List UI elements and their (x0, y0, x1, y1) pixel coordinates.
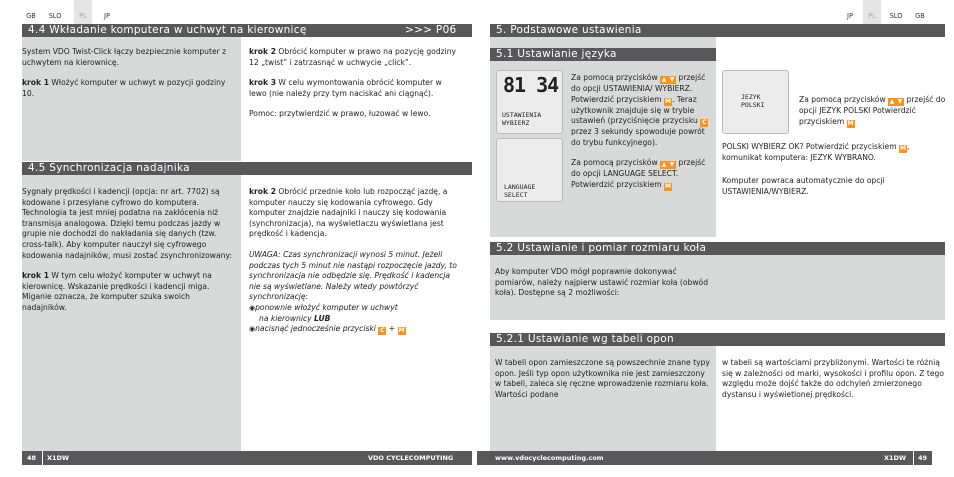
step-1-paragraph (22, 271, 234, 313)
text: przejść do opcji USTAWIENIA/ WYBIERZ. Potwierdzić przyciskiem (571, 73, 706, 104)
polish-confirm (722, 142, 947, 164)
lcd-numbers: 81 34 (503, 73, 559, 97)
step-1-paragraph (22, 78, 232, 99)
step-text: Włożyć komputer w uchwyt w pozycji godziny 10. (22, 78, 226, 98)
intro-paragraph: System VDO Twist-Click łączy bezpiecznie komputer z uchwytem na kierownicę. (22, 47, 227, 67)
section-4-4-title: 4.4 Wkładanie komputera w uchwyt na kierownicę (28, 24, 307, 36)
step-3-paragraph (249, 78, 459, 99)
text: przejść do opcji JEZYK POLSKI Potwierdzić przyciskiem (799, 95, 946, 126)
step-2-paragraph (249, 187, 464, 240)
model-name: X1DW (47, 454, 70, 462)
text: Za pomocą przycisków (799, 95, 889, 104)
lang-tab-pl[interactable]: PL (74, 0, 92, 24)
help-paragraph: Pomoc: przytwierdzić w prawo, łuzować w lewo. (249, 109, 431, 119)
page-number: 48 (27, 454, 37, 462)
up-button-icon: ▲ (661, 76, 667, 83)
lcd-language-text: LANGUAGE SELECT (504, 183, 536, 199)
step-label: krok 1 (22, 271, 49, 281)
text: POLSKI WYBIERZ OK? Potwierdzić przyciskiem (722, 142, 899, 151)
down-button-icon: ▼ (669, 161, 675, 169)
or-label: LUB (314, 313, 331, 323)
lcd-display-language (496, 138, 563, 202)
text: . Teraz użytkownik znajduje się w trybie ustawień (przyciśnięcie przycisku (571, 94, 701, 126)
lcd-display-polish (722, 70, 789, 134)
plus-sign: + (388, 324, 396, 334)
section-5-2-1-header (490, 333, 945, 346)
step-text: W celu wymontowania obrócić komputer w lewo (nie należy przy tym naciskać ani ciągnąć). (249, 78, 442, 98)
intro-paragraph: Sygnały prędkości i kadencji (opcja: nr art. 7702) są kodowane i przesyłane cyfrowo do komputera. Technologia ta jest mniej podatna na zakłócenia niż transmisja analogowa. Dzięki temu podczas jazdy w grupie nie dochodzi do nakładania się danych (tzw. cross-talk). Aby komputer nauczył się cyfrowego kodowania nadajników, musi zostać zsynchronizowany: (22, 187, 232, 260)
m-button-icon: M (665, 182, 672, 190)
right-page (477, 0, 954, 477)
step-polish-select (799, 95, 947, 128)
text: Za pomocą przycisków (571, 158, 661, 168)
section-5-2-header (490, 242, 945, 255)
lang-tab-gb[interactable]: GB (26, 12, 36, 20)
text: Za pomocą przycisków (571, 73, 661, 82)
section-4-4-header (22, 24, 472, 37)
c-button-icon: C (702, 119, 707, 127)
bullet-1: ◉ ponownie włożyć komputer w uchwyt (249, 303, 464, 314)
website-url[interactable]: www.vdocyclecomputing.com (495, 454, 604, 462)
section-5-2-1-title: 5.2.1 Ustawianie wg tabeli opon (496, 333, 674, 345)
lang-tab-gb[interactable]: GB (915, 12, 925, 20)
c-button-icon: C (380, 327, 385, 335)
step-label: krok 2 (249, 47, 276, 56)
section-4-5-left-text (22, 187, 234, 314)
tyre-table-right: w tabeli są wartościami przybliżonymi. Wartości te różnią się w zależności od marki, wysokości i profilu opon. Z tego względu może dojść także do odchyleń zmierzonego dystansu i wyświetlonej prędkości. (722, 358, 944, 399)
tyre-table-left: W tabeli opon zamieszczone są powszechnie znane typy opon. Jeśli typ opon użytkownika nie jest zamieszczony w tabeli, zaleca się ręczne wprowadzenie rozmiaru koła. Wartości podane (495, 358, 710, 399)
section-5-1-header (490, 48, 716, 61)
section-4-4-right-text (249, 47, 459, 120)
lcd-polish-text: JEZYK POLSKI (741, 93, 765, 109)
m-button-icon: M (847, 119, 854, 127)
m-button-icon: M (665, 97, 672, 105)
auto-return: Komputer powraca automatycznie do opcji USTAWIENIA/WYBIERZ. (722, 176, 885, 196)
note-paragraph: UWAGA: Czas synchronizacji wynosi 5 minut. Jeżeli podczas tych 5 minut nie nastąpi rozpoczęcie jazdy, to synchronizacja nie odbędzie się. Prędkość i kadencja nie są wyświetlane. Należy wtedy powtórzyć synchronizację: (249, 249, 457, 302)
lang-tab-pl[interactable]: PL (863, 0, 881, 24)
bullet-2-text: nacisnąć jednocześnie przyciski (255, 324, 379, 334)
step-text: W tym celu włożyć komputer w uchwyt na kierownicę. Wskazanie prędkości i kadencji miga. Miganie oznacza, że komputer szuka swoich nadajników. (22, 271, 212, 312)
lang-tab-slo[interactable]: SLO (48, 12, 62, 20)
down-button-icon: ▼ (669, 76, 675, 83)
step-text: Obrócić komputer w prawo na pozycję godziny 12 „twist” i zatrzasnąć w uchwycie „click”. (249, 47, 457, 67)
step-settings (571, 73, 713, 148)
m-button-icon: M (398, 327, 405, 335)
lang-tab-jp[interactable]: JP (104, 12, 110, 20)
footer-divider (913, 451, 914, 465)
step-label: krok 2 (249, 187, 276, 196)
bullet-1-text: na kierownicy (259, 313, 315, 323)
m-button-icon: M (900, 145, 906, 152)
down-button-icon: ▼ (897, 98, 903, 105)
step-2-paragraph (249, 47, 459, 68)
step-language-select (571, 158, 713, 191)
brand-name: VDO CYCLECOMPUTING (368, 454, 454, 462)
model-name: X1DW (884, 454, 907, 462)
section-5-title: 5. Podstawowe ustawienia (496, 24, 642, 36)
bullet-1-cont (249, 314, 464, 325)
section-4-4-left-text (22, 47, 232, 99)
text: , komunikat komputera: JEZYK WYBRANO. (722, 142, 910, 162)
step-text: Obrócić przednie koło lub rozpocząć jazdę, a komputer nauczy się kodowania cyfrowego. Gdy komputer znajdzie nadajniki i nauczy się kodowania (synchronizacja), na wyświetlaczu wyświetlana jest prędkość i kadencja. (249, 187, 448, 239)
step-label: krok 1 (22, 78, 49, 88)
section-4-5-right-text (249, 187, 464, 335)
section-4-5-title: 4.5 Synchronizacja nadajnika (28, 162, 190, 174)
section-4-5-header (22, 162, 472, 175)
section-4-4-ref: >>> P06 (405, 24, 457, 36)
section-5-1-steps (571, 73, 713, 191)
bullet-2 (249, 324, 464, 335)
section-5-header (490, 24, 945, 37)
text: przejść do opcji LANGUAGE SELECT. Potwierdzić przyciskiem (571, 158, 706, 189)
wheel-size-intro: Aby komputer VDO mógł poprawnie dokonywać pomiarów, należy najpierw ustawić rozmiar koła (obwód koła). Dostępne są 2 możliwości: (495, 267, 709, 298)
step-label: krok 3 (249, 78, 276, 88)
up-button-icon: ▲ (889, 98, 895, 105)
up-button-icon: ▲ (661, 161, 667, 169)
lang-tab-slo[interactable]: SLO (889, 12, 903, 20)
lcd-display-settings (496, 70, 563, 134)
section-5-2-title: 5.2 Ustawianie i pomiar rozmiaru koła (496, 242, 707, 254)
footer-divider (42, 451, 43, 465)
page-number: 49 (918, 454, 928, 462)
text: przez 3 sekundy spowoduje powrót do trybu funkcyjnego). (571, 127, 705, 147)
lcd-settings-text: USTAWIENIA WYBIERZ (502, 111, 542, 127)
section-5-1-title: 5.1 Ustawianie języka (496, 48, 617, 60)
lang-tab-jp[interactable]: JP (847, 12, 853, 20)
